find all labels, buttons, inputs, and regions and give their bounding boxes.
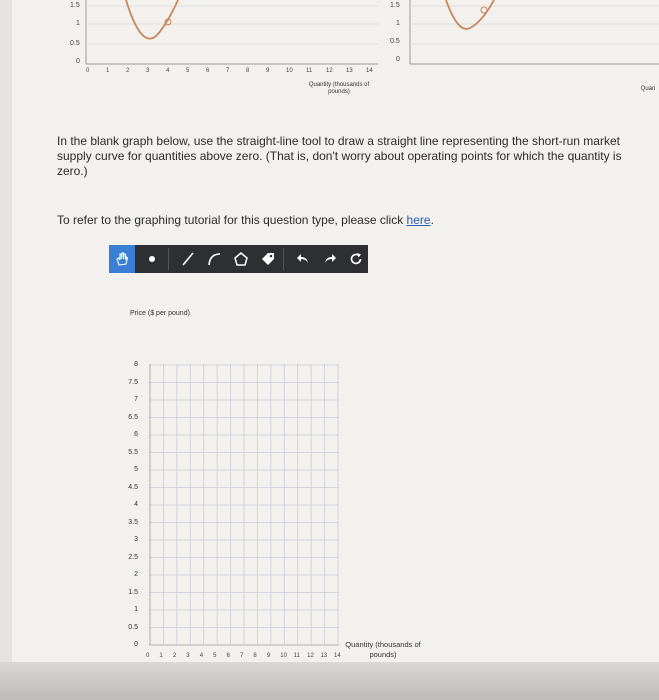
tl-x-tick-label: 11 <box>306 68 313 74</box>
tr-ytick-0: 1.5 <box>390 2 400 9</box>
graph-x-axis-label: Quantity (thousands of pounds) <box>345 640 421 659</box>
label-tool-button[interactable] <box>256 247 280 271</box>
x-tick-label: 4 <box>199 653 204 659</box>
tl-x-tick-label: 9 <box>266 68 270 74</box>
tl-x-tick-label: 4 <box>166 68 170 74</box>
point-icon <box>147 254 157 264</box>
x-tick-label: 3 <box>186 653 190 659</box>
instructions-text: In the blank graph below, use the straight-line tool to draw a straight line representing the short-run market supply curve for quantities above zero. (That is, don't worry about operating points for which the quantity is zero.) <box>57 134 622 178</box>
y-tick-label: 5.5 <box>128 448 138 456</box>
tl-ytick-2: 0.5 <box>70 40 80 47</box>
x-tick-label: 10 <box>280 653 287 659</box>
hand-tool-button[interactable] <box>109 245 135 273</box>
tl-x-tick-label: 2 <box>126 68 130 74</box>
y-tick-label: 7 <box>134 396 138 403</box>
top-right-xlabel: Quan <box>640 86 656 92</box>
x-tick-label: 1 <box>159 653 163 659</box>
y-tick-label: 2.5 <box>128 553 138 561</box>
line-icon <box>180 251 196 267</box>
top-left-graph-plot <box>82 0 382 72</box>
y-tick-label: 3 <box>134 536 138 543</box>
polygon-icon <box>233 251 249 267</box>
tutorial-prefix: To refer to the graphing tutorial for this question type, please click <box>57 213 407 227</box>
tutorial-line <box>57 213 434 227</box>
x-tick-label: 6 <box>226 653 230 659</box>
x-tick-label: 7 <box>240 653 244 659</box>
tl-x-tick-label: 7 <box>226 68 230 74</box>
y-tick-label: 0 <box>134 641 138 648</box>
redo-icon <box>322 251 338 267</box>
tr-ytick-1: 1 <box>396 20 400 27</box>
tutorial-link[interactable]: here <box>406 213 431 227</box>
y-tick-label: 0.5 <box>128 623 138 631</box>
tr-ytick-2: 0.5 <box>390 38 400 45</box>
reset-icon <box>348 251 364 267</box>
undo-icon <box>295 251 311 267</box>
tl-x-tick-label: 0 <box>86 68 90 74</box>
y-tick-label: 4 <box>134 501 138 508</box>
top-left-graph <box>70 0 382 100</box>
x-tick-label: 9 <box>266 653 271 659</box>
tl-x-tick-label: 12 <box>326 68 333 74</box>
top-right-curve <box>446 0 494 29</box>
graph-grid[interactable] <box>149 364 339 650</box>
tl-x-tick-label: 10 <box>286 68 293 74</box>
toolbar-separator <box>168 248 169 270</box>
tl-x-tick-label: 14 <box>366 68 373 74</box>
y-tick-label: 7.5 <box>128 378 138 386</box>
tl-ytick-0: 1.5 <box>70 2 80 9</box>
y-tick-label: 1.5 <box>128 588 138 596</box>
graph-y-axis-label: Price ($ per pound) <box>130 310 190 317</box>
x-tick-label: 5 <box>213 653 217 659</box>
reset-button[interactable] <box>344 247 368 271</box>
point-tool-button[interactable] <box>141 247 165 271</box>
y-tick-label: 2 <box>134 571 138 578</box>
line-tool-button[interactable] <box>176 247 200 271</box>
top-right-graph-plot <box>406 0 659 72</box>
y-tick-label: 6 <box>134 431 138 438</box>
tl-ytick-1: 1 <box>76 20 80 27</box>
toolbar-separator-2 <box>283 248 284 270</box>
x-tick-label: 12 <box>307 653 314 659</box>
top-right-graph <box>390 0 659 100</box>
y-tick-label: 3.5 <box>128 518 138 526</box>
tutorial-suffix: . <box>430 213 434 227</box>
tl-x-tick-label: 13 <box>346 68 353 74</box>
y-tick-label: 8 <box>134 361 138 368</box>
curve-icon <box>206 251 222 267</box>
graph-plot-area[interactable] <box>149 364 339 655</box>
x-tick-label: 2 <box>172 653 177 659</box>
tl-x-tick-label: 6 <box>206 68 210 74</box>
curve-tool-button[interactable] <box>203 247 227 271</box>
polygon-tool-button[interactable] <box>229 247 253 271</box>
tl-ytick-3: 0 <box>76 58 80 65</box>
x-tick-label: 0 <box>146 653 150 659</box>
y-tick-label: 6.5 <box>128 413 138 421</box>
tl-x-tick-label: 1 <box>106 68 110 74</box>
y-tick-label: 5 <box>134 466 138 473</box>
x-tick-label: 14 <box>334 653 341 659</box>
undo-button[interactable] <box>291 247 315 271</box>
page-bottom-edge <box>0 662 659 700</box>
x-tick-label: 11 <box>293 653 300 659</box>
tr-ytick-3: 0 <box>396 56 400 63</box>
top-left-xlabel: Quantity (thousands of pounds) <box>308 82 370 95</box>
tag-icon <box>260 251 276 267</box>
y-tick-label: 4.5 <box>128 483 138 491</box>
tl-x-tick-label: 3 <box>146 68 150 74</box>
tl-x-tick-label: 8 <box>246 68 250 74</box>
tl-x-tick-label: 5 <box>186 68 190 74</box>
graph-toolbar <box>109 245 368 273</box>
x-tick-label: 13 <box>320 653 328 659</box>
hand-icon <box>114 251 130 267</box>
y-tick-label: 1 <box>134 606 138 613</box>
redo-button[interactable] <box>318 247 342 271</box>
x-tick-label: 8 <box>253 653 257 659</box>
